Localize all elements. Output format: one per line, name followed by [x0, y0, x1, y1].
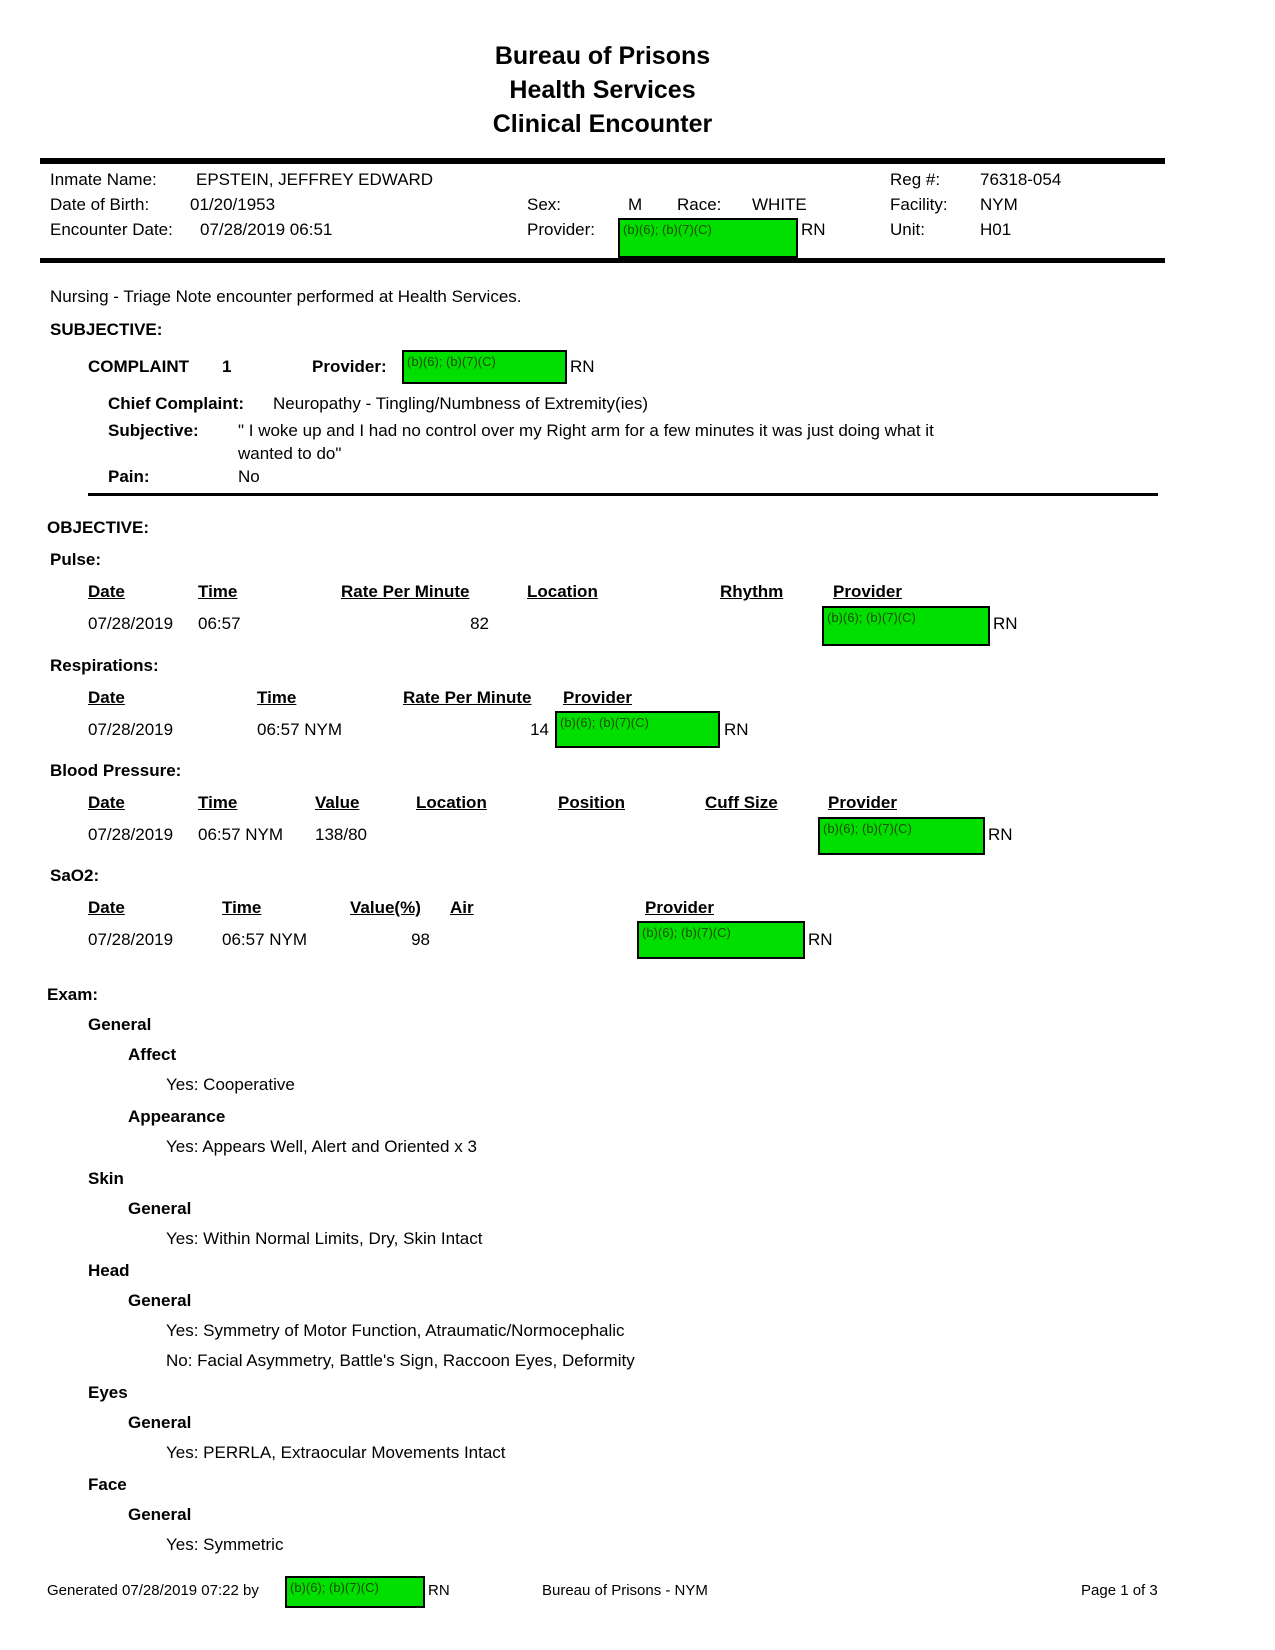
facility-value: NYM: [980, 195, 1018, 214]
redaction-box-pulse-provider: (b)(6); (b)(7)(C): [822, 606, 990, 646]
blood-pressure-section-label: Blood Pressure:: [50, 761, 182, 780]
exam-subsection-eyes-general: General: [128, 1413, 192, 1432]
exam-subsection-affect: Affect: [128, 1045, 177, 1064]
respirations-section-label: Respirations:: [50, 656, 159, 675]
exam-section-general: General: [88, 1015, 152, 1034]
exam-finding-head-no: No: Facial Asymmetry, Battle's Sign, Raccoon Eyes, Deformity: [166, 1351, 635, 1370]
sao2-header-air: Air: [450, 898, 474, 917]
sao2-header-date: Date: [88, 898, 125, 917]
sao2-row-time: 06:57 NYM: [222, 930, 308, 949]
exam-finding-face: Yes: Symmetric: [166, 1535, 284, 1554]
header-rule-top: [40, 158, 1165, 164]
sao2-header-time: Time: [222, 898, 262, 917]
pulse-section-label: Pulse:: [50, 550, 102, 569]
redaction-box-respirations-provider: (b)(6); (b)(7)(C): [555, 711, 720, 748]
pulse-header-time: Time: [198, 582, 238, 601]
bp-row-value: 138/80: [315, 825, 367, 844]
exam-subsection-skin-general: General: [128, 1199, 192, 1218]
pain-value: No: [238, 467, 260, 486]
page-title-line-3: Clinical Encounter: [492, 110, 713, 138]
footer-generated-suffix: RN: [428, 1582, 450, 1599]
bp-header-date: Date: [88, 793, 125, 812]
pulse-row-time: 06:57: [198, 614, 241, 633]
exam-subsection-face-general: General: [128, 1505, 192, 1524]
chief-complaint-value: Neuropathy - Tingling/Numbness of Extremity(ies): [273, 394, 649, 413]
sao2-header-provider: Provider: [645, 898, 714, 917]
sex-value: M: [628, 195, 643, 214]
bp-header-location: Location: [416, 793, 487, 812]
subjective-heading: SUBJECTIVE:: [50, 320, 163, 339]
encounter-date-value: 07/28/2019 06:51: [200, 220, 333, 239]
dob-label: Date of Birth:: [50, 195, 150, 214]
respirations-header-provider: Provider: [563, 688, 632, 707]
pulse-header-rate: Rate Per Minute: [341, 582, 470, 601]
facility-label: Facility:: [890, 195, 948, 214]
subjective-value-line-2: wanted to do": [238, 444, 342, 463]
pulse-row-date: 07/28/2019: [88, 614, 174, 633]
unit-value: H01: [980, 220, 1012, 239]
bp-header-time: Time: [198, 793, 238, 812]
redaction-box-sao2-provider: (b)(6); (b)(7)(C): [637, 921, 805, 959]
sao2-row-value: 98: [411, 930, 430, 949]
objective-heading: OBJECTIVE:: [47, 518, 150, 537]
exam-section-head: Head: [88, 1261, 130, 1280]
respirations-row-provider-suffix: RN: [724, 720, 749, 739]
page-title-line-2: Health Services: [509, 76, 696, 104]
pulse-header-provider: Provider: [833, 582, 902, 601]
exam-subsection-appearance: Appearance: [128, 1107, 226, 1126]
subjective-divider-rule: [88, 493, 1158, 496]
bp-row-date: 07/28/2019: [88, 825, 174, 844]
exam-finding-eyes: Yes: PERRLA, Extraocular Movements Intact: [166, 1443, 506, 1462]
sao2-row-date: 07/28/2019: [88, 930, 174, 949]
exam-section-skin: Skin: [88, 1169, 124, 1188]
subjective-value-line-1: " I woke up and I had no control over my Right arm for a few minutes it was just doing what it: [238, 421, 934, 440]
page-title-line-1: Bureau of Prisons: [494, 42, 711, 70]
respirations-row-time: 06:57 NYM: [257, 720, 343, 739]
exam-finding-appearance: Yes: Appears Well, Alert and Oriented x 3: [166, 1137, 477, 1156]
sao2-header-value: Value(%): [350, 898, 421, 917]
redaction-box-bp-provider: (b)(6); (b)(7)(C): [818, 817, 985, 855]
complaint-provider-label: Provider:: [312, 357, 387, 376]
reg-value: 76318-054: [980, 170, 1062, 189]
redaction-box-complaint-provider: (b)(6); (b)(7)(C): [402, 350, 567, 384]
sao2-section-label: SaO2:: [50, 866, 100, 885]
exam-finding-head-yes: Yes: Symmetry of Motor Function, Atraumatic/Normocephalic: [166, 1321, 625, 1340]
respirations-header-date: Date: [88, 688, 125, 707]
redaction-box-footer-generated-by: (b)(6); (b)(7)(C): [285, 1576, 425, 1608]
chief-complaint-label: Chief Complaint:: [108, 394, 244, 413]
exam-section-face: Face: [88, 1475, 127, 1494]
respirations-header-time: Time: [257, 688, 297, 707]
header-rule-bottom: [40, 258, 1165, 263]
inmate-name-value: EPSTEIN, JEFFREY EDWARD: [196, 170, 434, 189]
race-value: WHITE: [752, 195, 807, 214]
exam-finding-skin: Yes: Within Normal Limits, Dry, Skin Intact: [166, 1229, 483, 1248]
sex-label: Sex:: [527, 195, 562, 214]
exam-heading: Exam:: [47, 985, 99, 1004]
respirations-header-rate: Rate Per Minute: [403, 688, 532, 707]
pulse-row-provider-suffix: RN: [993, 614, 1018, 633]
encounter-note: Nursing - Triage Note encounter performed at Health Services.: [50, 287, 522, 306]
pulse-header-location: Location: [527, 582, 598, 601]
respirations-row-rate: 14: [530, 720, 549, 739]
encounter-date-label: Encounter Date:: [50, 220, 173, 239]
race-label: Race:: [677, 195, 722, 214]
provider-suffix: RN: [801, 220, 826, 239]
bp-header-position: Position: [558, 793, 626, 812]
complaint-number: 1: [222, 357, 232, 376]
bp-header-value: Value: [315, 793, 360, 812]
pulse-header-rhythm: Rhythm: [720, 582, 784, 601]
bp-header-provider: Provider: [828, 793, 897, 812]
subjective-label: Subjective:: [108, 421, 199, 440]
provider-label: Provider:: [527, 220, 596, 239]
unit-label: Unit:: [890, 220, 925, 239]
exam-finding-affect: Yes: Cooperative: [166, 1075, 295, 1094]
respirations-row-date: 07/28/2019: [88, 720, 174, 739]
complaint-provider-suffix: RN: [570, 357, 595, 376]
complaint-label: COMPLAINT: [88, 357, 190, 376]
sao2-row-provider-suffix: RN: [808, 930, 833, 949]
reg-label: Reg #:: [890, 170, 941, 189]
dob-value: 01/20/1953: [190, 195, 276, 214]
footer-generated-text: Generated 07/28/2019 07:22 by: [47, 1582, 259, 1599]
exam-section-eyes: Eyes: [88, 1383, 128, 1402]
bp-header-cuff-size: Cuff Size: [705, 793, 778, 812]
pain-label: Pain:: [108, 467, 150, 486]
bp-row-time: 06:57 NYM: [198, 825, 284, 844]
pulse-header-date: Date: [88, 582, 125, 601]
inmate-name-label: Inmate Name:: [50, 170, 157, 189]
exam-subsection-head-general: General: [128, 1291, 192, 1310]
bp-row-provider-suffix: RN: [988, 825, 1013, 844]
footer-page-number: Page 1 of 3: [1081, 1582, 1158, 1599]
footer-center-text: Bureau of Prisons - NYM: [542, 1582, 708, 1599]
pulse-row-rate: 82: [470, 614, 489, 633]
redaction-box-header-provider: (b)(6); (b)(7)(C): [618, 218, 798, 258]
